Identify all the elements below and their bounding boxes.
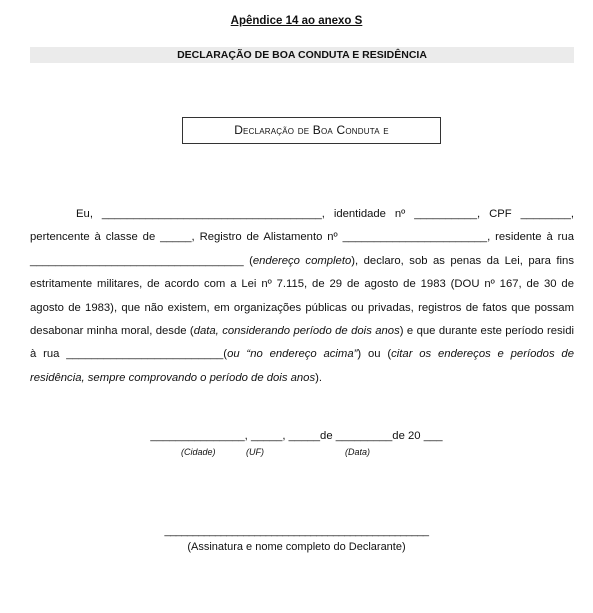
declaration-text-part-1: Eu, ___________________________________, identidade nº __________, CPF ________, pertencente à classe de _____, Registro de Alistamento nº _______________________, residente à rua __________________________________ ( [30,208,574,267]
declaration-text-italic-4: citar os endereços e períodos de residência, sempre comprovando o período de dois anos [30,348,574,384]
city-hint: (Cidade) [181,447,216,457]
boxed-title: Declaração de Boa Conduta e [182,117,441,144]
declaration-body [30,203,574,390]
place-date-line: _______________, _____, _____de _________de 20 ___ [150,430,443,442]
signature-line: _______________________________________________ [164,525,429,537]
state-hint: (UF) [246,447,264,457]
signature-caption: (Assinatura e nome completo do Declarante) [187,541,406,553]
date-hint: (Data) [345,447,371,457]
place-date-hints [0,447,593,461]
declaration-text-part-2: ), declaro, sob as penas da Lei, para fins estritamente militares, de acordo com a Lei nº 7.115, de 29 de agosto de 1983 (DOU nº 167, de 30 de agosto de 1983), que não existem, em organizações públicas ou privadas, registros de fatos que possam desabonar minha moral, desde ( [30,254,574,338]
appendix-title: Apêndice 14 ao anexo S [230,15,363,27]
declaration-text-part-3: ) e que durante este período residi à rua _________________________( [30,325,574,361]
document-header-title: DECLARAÇÃO DE BOA CONDUTA E RESIDÊNCIA [30,47,574,63]
declaration-text-italic-3: ou “no endereço acima” [227,348,358,361]
declaration-text-part-5: ). [315,371,323,384]
declaration-text-italic-1: endereço completo [252,254,352,267]
declaration-text-part-4: ) ou ( [357,348,392,361]
declaration-text-italic-2: data, considerando período de dois anos [193,325,400,338]
